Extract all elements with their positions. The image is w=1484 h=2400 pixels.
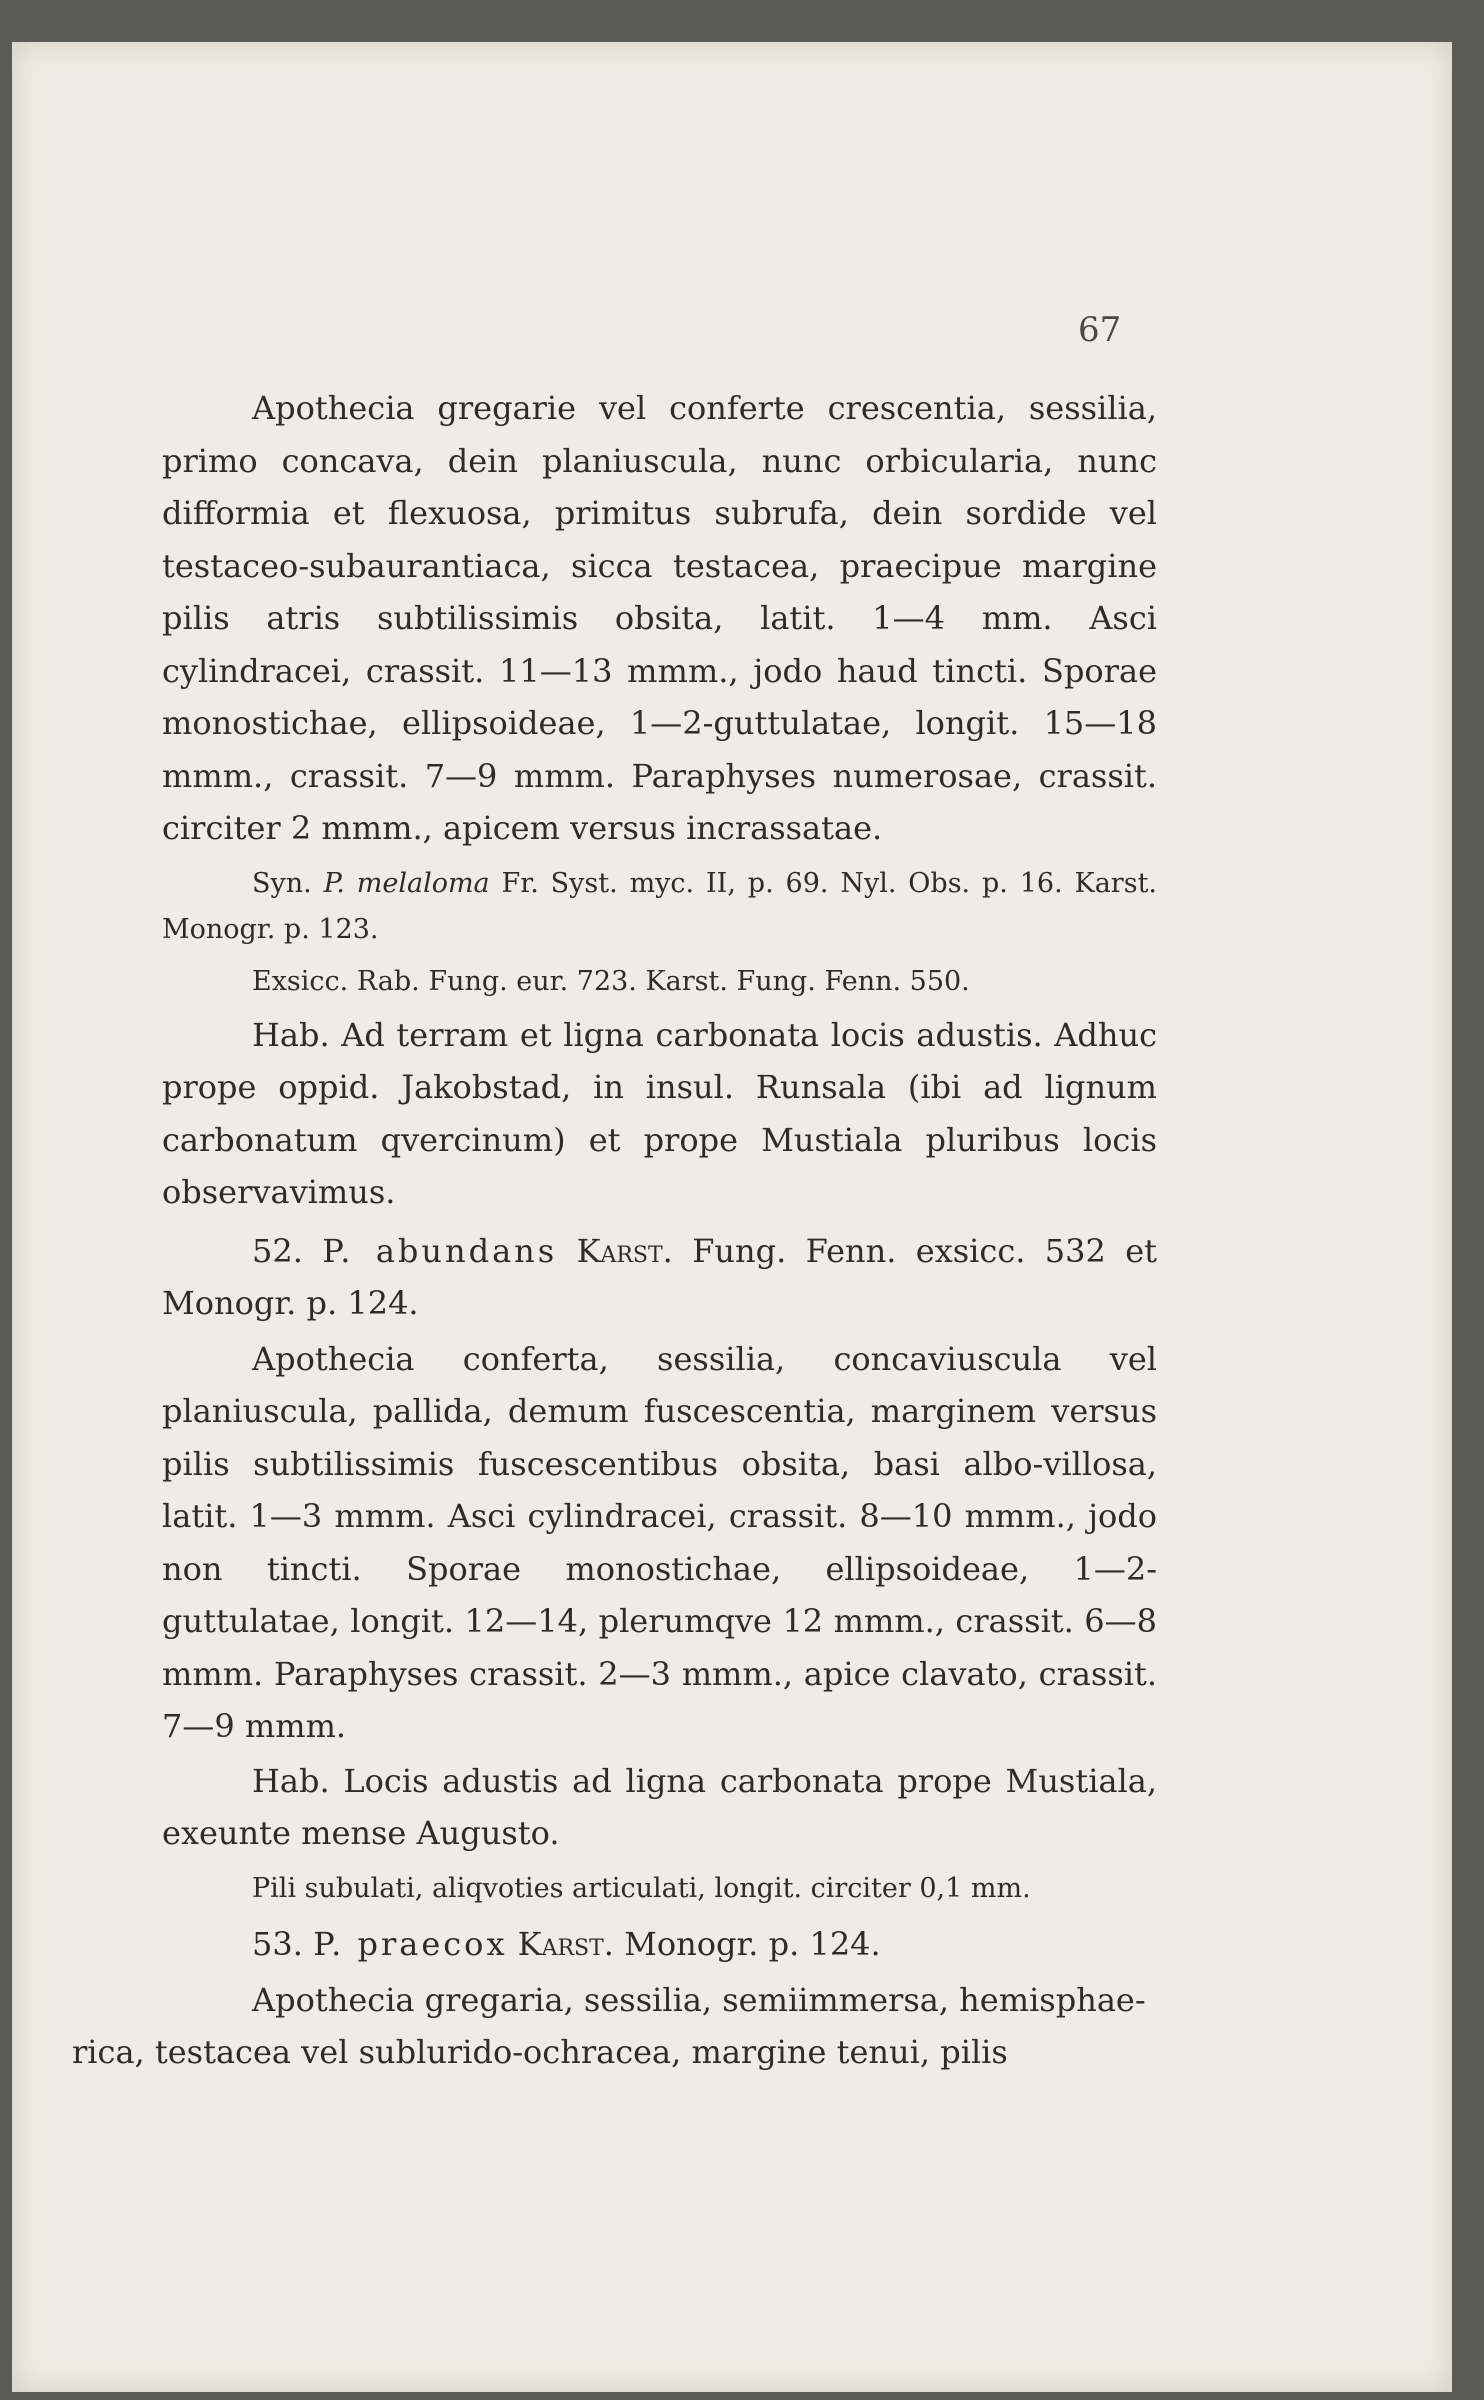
book-page xyxy=(12,42,1452,2392)
syn-rest: Fr. Syst. myc. II, p. 69. Nyl. Obs. p. 16. Karst. Monogr. p. 123. xyxy=(162,867,1158,945)
description-paragraph-51: Apothecia gregarie vel conferte crescentia, sessilia, primo concava, dein planiuscula, nunc orbicularia, nunc difformia et flexuosa, primitus subrufa, dein sordide vel testaceo-subaurantiaca, sicca testacea, praecipue margine pilis atris subtilissimis obsita, latit. 1—4 mm. Asci cylindracei, crassit. 11—13 mmm., jodo haud tincti. Sporae monostichae, ellipsoideae, 1—2-guttulatae, longit. 15—18 mmm., crassit. 7—9 mmm. Paraphyses numerosae, crassit. circiter 2 mmm., apicem versus incrassatae. xyxy=(162,389,1157,847)
page-number: 67 xyxy=(1078,310,1122,350)
habitat-52: Hab. Locis adustis ad ligna carbonata prope Mustiala, exeunte mense Augusto. xyxy=(162,1761,1157,1852)
syn-name: P. melaloma xyxy=(323,867,490,899)
species-52-name: P. abundans xyxy=(322,1231,558,1270)
description-paragraph-53 xyxy=(72,1974,1157,2079)
species-53-heading xyxy=(162,1918,1157,1970)
species-53-reference: Monogr. p. 124. xyxy=(624,1924,881,1963)
page-text xyxy=(72,382,1158,2079)
species-53-author: Karst. xyxy=(517,1924,614,1963)
syn-prefix: Syn. xyxy=(252,867,312,899)
description-paragraph-52: Apothecia conferta, sessilia, concaviuscula vel planiuscula, pallida, demum fuscescentia, marginem versus pilis subtilissimis fuscescentibus obsita, basi albo-villosa, latit. 1—3 mmm. Asci cylindracei, crassit. 8—10 mmm., jodo non tincti. Sporae monostichae, ellipsoideae, 1—2-guttulatae, longit. 12—14, plerumqve 12 mmm., crassit. 6—8 mmm. Paraphyses crassit. 2—3 mmm., apice clavato, crassit. 7—9 mmm. xyxy=(162,1339,1157,1745)
para53-line2: testacea vel sublurido-ochracea, margine tenui, pilis xyxy=(154,2033,1008,2071)
para53-line1: Apothecia gregaria, sessilia, semiimmersa, hemisphae- xyxy=(252,1980,1146,2019)
species-53-name: P. praecox xyxy=(313,1924,508,1963)
synonymy xyxy=(162,861,1157,953)
species-52-reference: Fung. Fenn. exsicc. 532 et Monogr. p. 124. xyxy=(162,1231,1158,1322)
species-52-heading xyxy=(162,1225,1157,1329)
species-52-number: 52. xyxy=(252,1231,303,1270)
pili-note: Pili subulati, aliqvoties articulati, longit. circiter 0,1 mm. xyxy=(252,1872,1031,1904)
habitat-51: Hab. Ad terram et ligna carbonata locis adustis. Adhuc prope oppid. Jakobstad, in insul. Runsala (ibi ad lignum carbonatum qvercinum) et prope Mustiala pluribus locis observavimus. xyxy=(162,1015,1157,1211)
para53-margin-word: rica, xyxy=(72,2033,145,2071)
exsiccata: Exsicc. Rab. Fung. eur. 723. Karst. Fung. Fenn. 550. xyxy=(252,965,970,997)
species-53-number: 53. xyxy=(252,1924,303,1963)
species-52-author: Karst. xyxy=(576,1231,673,1270)
